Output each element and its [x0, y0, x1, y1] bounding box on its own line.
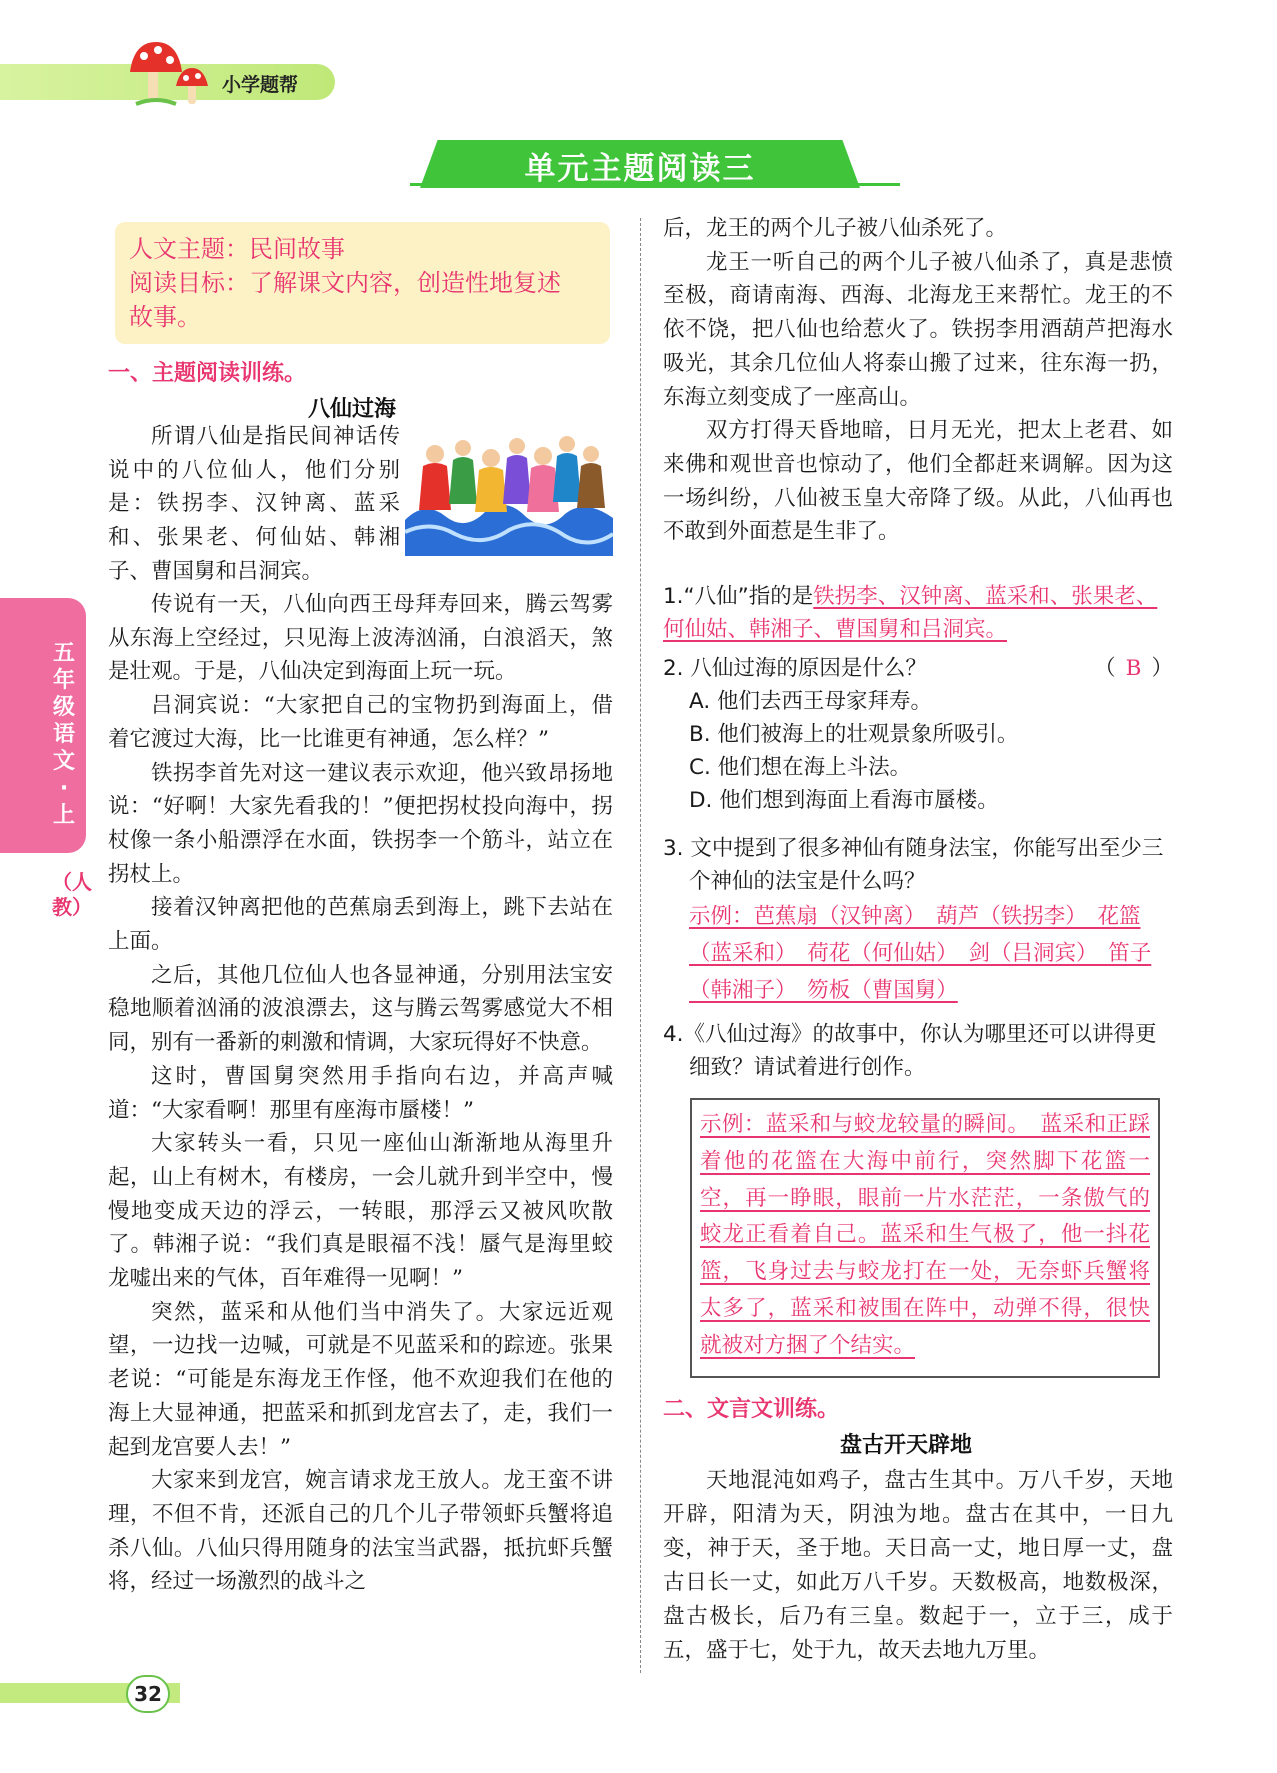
question-2-option: B. 他们被海上的壮观景象所吸引。 [689, 722, 1019, 747]
question-4 [663, 1018, 1173, 1084]
brand-name: 小学题帮 [222, 74, 299, 96]
answer-paren-close: ） [1151, 656, 1173, 681]
answer-paren-open: （ [1094, 656, 1116, 681]
story-paragraph: 吕洞宾说：“大家把自己的宝物扔到海面上，借着它渡过大海，比一比谁更有神通，怎么样？” [108, 693, 613, 752]
theme-line: 人文主题：民间故事 [129, 235, 345, 263]
section2-title: 二、文言文训练。 [663, 1397, 840, 1422]
goal-line-1: 阅读目标：了解课文内容，创造性地复述 [129, 269, 561, 297]
story-paragraph: 之后，其他几位仙人也各显神通，分别用法宝安稳地顺着汹涌的波浪漂去，这与腾云驾雾感觉大不相同，别有一番新的刺激和情调，大家玩得好不快意。 [108, 962, 613, 1056]
story-paragraph: 双方打得天昏地暗，日月无光，把太上老君、如来佛和观世音也惊动了，他们全都赶来调解。因为这一场纠纷，八仙被玉皇大帝降了级。从此，八仙再也不敢到外面惹是生非了。 [663, 418, 1173, 545]
story-title: 八仙过海 [308, 397, 397, 422]
question-2-option: C. 他们想在海上斗法。 [689, 755, 912, 780]
classical-paragraph: 天地混沌如鸡子，盘古生其中。万八千岁，天地开辟，阳清为天，阴浊为地。盘古在其中，一日九变，神于天，圣于地。天日高一丈，地日厚一丈，盘古日长一丈，如此万八千岁。天数极高，地数极深，盘古极长，后乃有三皇。数起于一，立于三，成于五，盛于七，处于九，故天去地九万里。 [663, 1468, 1173, 1663]
question-3 [663, 832, 1173, 1009]
question-3-text: 3. 文中提到了很多神仙有随身法宝，你能写出至少三个神仙的法宝是什么吗？ [663, 836, 1164, 894]
story-paragraph: 传说有一天，八仙向西王母拜寿回来，腾云驾雾从东海上空经过，只见海上波涛汹涌，白浪滔天，煞是壮观。于是，八仙决定到海面上玩一玩。 [108, 592, 613, 685]
question-2 [663, 652, 1173, 817]
mushroom-logo-icon [126, 38, 218, 110]
question-2-option: D. 他们想到海面上看海市蜃楼。 [689, 788, 999, 813]
story-paragraph: 接着汉钟离把他的芭蕉扇丢到海上，跳下去站在上面。 [108, 895, 613, 955]
story-paragraph: 这时，曹国舅突然用手指向右边，并高声喊道：“大家看啊！那里有座海市蜃楼！” [108, 1063, 613, 1123]
story-paragraph: 突然，蓝采和从他们当中消失了。大家远近观望，一边找一边喊，可就是不见蓝采和的踪迹。张果老说：“可能是东海龙王作怪，他不欢迎我们在他的海上大显神通，把蓝采和抓到龙宫去了，走，我们一起到龙宫要人去！” [108, 1299, 613, 1460]
story-paragraph: 所谓八仙是指民间神话传说中的八位仙人，他们分别是：铁拐李、汉钟离、蓝采和、张果老、何仙姑、韩湘子、曹国舅和吕洞宾。 [108, 424, 400, 584]
story-left-column [108, 588, 613, 1599]
story-left-intro [108, 420, 400, 589]
question-4-answer-box: 示例：蓝采和与蛟龙较量的瞬间。 蓝采和正踩着他的花篮在大海中前行，突然脚下花篮一空，再一睁眼，眼前一片水茫茫，一条傲气的蛟龙正看着自己。蓝采和生气极了，他一抖花篮，飞身过去与蛟龙打在一处，无奈虾兵蟹将太多了，蓝采和被围在阵中，动弹不得，很快就被对方捆了个结实。 [690, 1098, 1160, 1378]
story-paragraph: 大家来到龙宫，婉言请求龙王放人。龙王蛮不讲理，不但不肯，还派自己的几个儿子带领虾兵蟹将追杀八仙。八仙只得用随身的法宝当武器，抵抗虾兵蟹将，经过一场激烈的战斗之 [108, 1468, 613, 1595]
question-2-answer: B [1125, 656, 1142, 681]
question-1-answer: 铁拐李、汉钟离、蓝采和、张果老、何仙姑、韩湘子、曹国舅和吕洞宾。 [663, 584, 1158, 642]
section1-title: 一、主题阅读训练。 [108, 361, 307, 386]
question-4-text: 4.《八仙过海》的故事中，你认为哪里还可以讲得更细致？请试着进行创作。 [663, 1022, 1157, 1080]
side-tab-grade: 五年级语文·上 [52, 641, 75, 828]
classical-text [663, 1464, 1173, 1668]
question-1-text: 1.“八仙”指的是 [663, 584, 814, 609]
goal-line-2: 故事。 [129, 303, 201, 331]
column-divider [640, 218, 641, 1673]
story-paragraph: 龙王一听自己的两个儿子被八仙杀了，真是悲愤至极，商请南海、西海、北海龙王来帮忙。龙王的不依不饶，把八仙也给惹火了。铁拐李用酒葫芦把海水吸光，其余几位仙人将泰山搬了过来，往东海一扔，东海立刻变成了一座高山。 [663, 249, 1173, 410]
question-2-text: 2. 八仙过海的原因是什么？ [663, 656, 927, 681]
question-2-answer-bracket [1094, 652, 1173, 685]
page-number: 32 [126, 1675, 170, 1713]
story-paragraph: 铁拐李首先对这一建议表示欢迎，他兴致昂扬地说：“好啊！大家先看我的！”便把拐杖投向海中，拐杖像一条小船漂浮在水面，铁拐李一个筋斗，站立在拐杖上。 [108, 760, 613, 887]
side-tab-edition: （人教） [52, 870, 92, 919]
theme-box [115, 222, 610, 344]
classical-story-title: 盘古开天辟地 [840, 1433, 973, 1458]
story-paragraph: 后，龙王的两个儿子被八仙杀死了。 [663, 216, 1008, 241]
question-3-answer: 示例：芭蕉扇（汉钟离） 葫芦（铁拐李） 花篮（蓝采和） 荷花（何仙姑） 剑（吕洞宾） 笛子（韩湘子） 笏板（曹国舅） [689, 904, 1152, 1003]
question-2-option: A. 他们去西王母家拜寿。 [689, 689, 932, 714]
story-paragraph: 大家转头一看，只见一座仙山渐渐地从海里升起，山上有树木，有楼房，一会儿就升到半空中，慢慢地变成天边的浮云，一转眼，那浮云又被风吹散了。韩湘子说：“我们真是眼福不浅！蜃气是海里蛟龙嘘出来的气体，百年难得一见啊！” [108, 1131, 613, 1292]
eight-immortals-illustration [405, 420, 613, 556]
story-right-column [663, 212, 1173, 549]
question-1 [663, 580, 1173, 646]
unit-title: 单元主题阅读三 [524, 151, 756, 187]
